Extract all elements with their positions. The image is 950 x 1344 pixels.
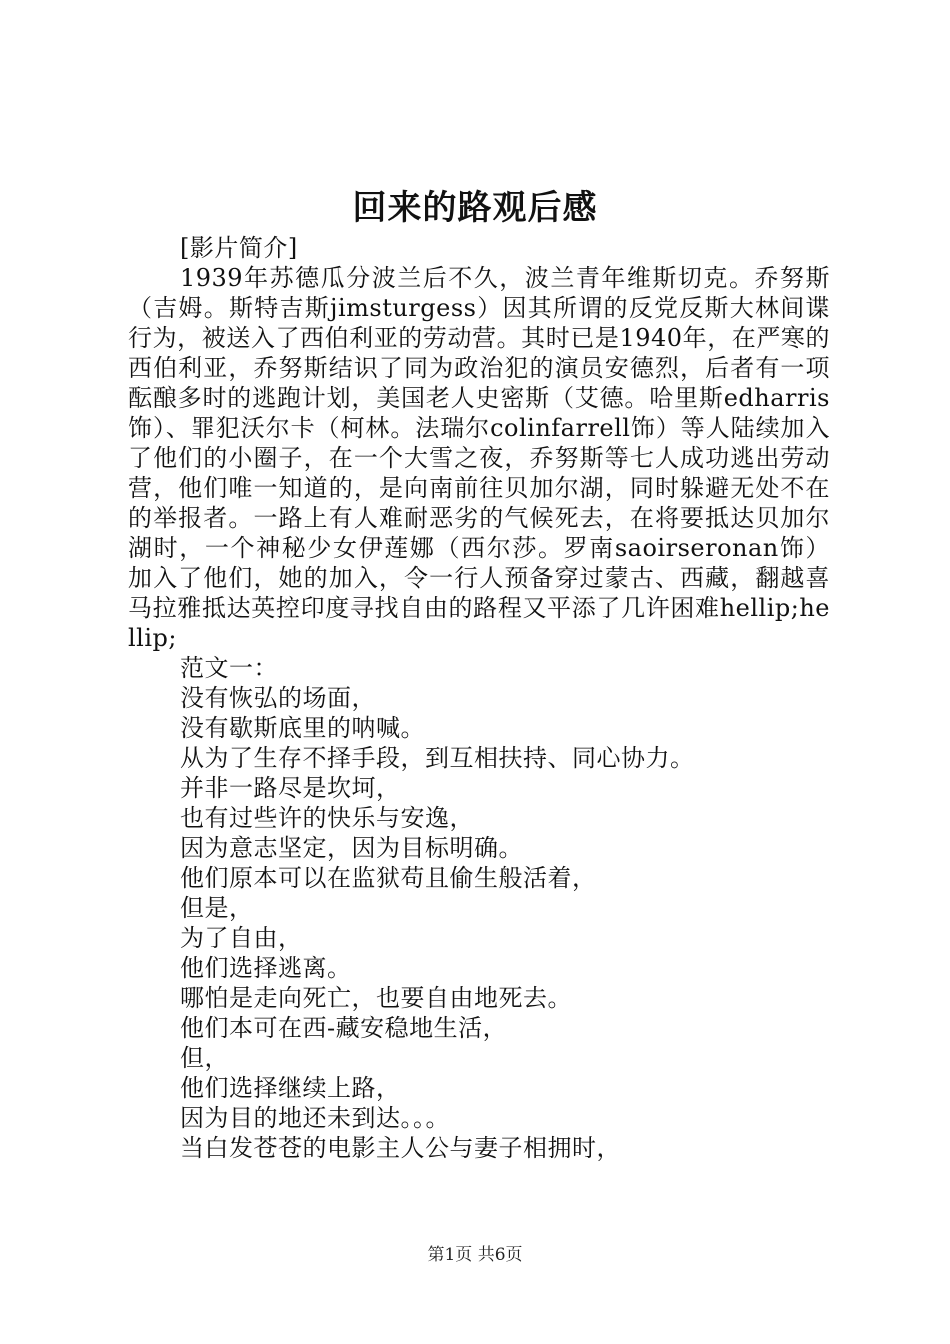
- page-footer: 第1页 共6页: [427, 1245, 523, 1265]
- poem-line: 当白发苍苍的电影主人公与妻子相拥时，: [180, 1134, 621, 1162]
- poem-line: 他们原本可以在监狱苟且偷生般活着，: [180, 864, 597, 892]
- poem-line: 从为了生存不择手段，到互相扶持、同心协力。: [180, 744, 695, 772]
- document-body: [128, 233, 830, 1163]
- poem-line: 他们选择逃离。: [180, 954, 352, 982]
- essay-label: 范文一：: [180, 654, 278, 682]
- poem-line: 但，: [180, 1044, 229, 1072]
- intro-paragraph: 1939年苏德瓜分波兰后不久，波兰青年维斯切克。乔努斯（吉姆。斯特吉斯jimsturgess）因其所谓的反党反斯大林间谍行为，被送入了西伯利亚的劳动营。其时已是1940年，在严寒的西伯利亚，乔努斯结识了同为政治犯的演员安德烈，后者有一项酝酿多时的逃跑计划，美国老人史密斯（艾德。哈里斯edharris饰）、罪犯沃尔卡（柯林。法瑞尔colinfarrell饰）等人陆续加入了他们的小圈子，在一个大雪之夜，乔努斯等七人成功逃出劳动营，他们唯一知道的，是向南前往贝加尔湖，同时躲避无处不在的举报者。一路上有人难耐恶劣的气候死去，在将要抵达贝加尔湖时，一个神秘少女伊莲娜（西尔莎。罗南saoirseronan饰）加入了他们，她的加入，令一行人预备穿过蒙古、西藏，翻越喜马拉雅抵达英控印度寻找自由的路程又平添了几许困难hellip;hellip;: [128, 264, 830, 652]
- poem-line: 也有过些许的快乐与安逸，: [180, 804, 474, 832]
- poem-line: 没有歇斯底里的呐喊。: [180, 714, 425, 742]
- poem-line: 他们本可在西-藏安稳地生活，: [180, 1014, 508, 1042]
- poem-line: 并非一路尽是坎坷，: [180, 774, 401, 802]
- section-label: [影片简介]: [180, 234, 298, 262]
- poem-line: 因为目的地还未到达。。。: [180, 1104, 450, 1132]
- poem-line: 没有恢弘的场面，: [180, 684, 376, 712]
- poem-line: 因为意志坚定，因为目标明确。: [180, 834, 523, 862]
- poem-line: 但是，: [180, 894, 254, 922]
- poem-line: 哪怕是走向死亡，也要自由地死去。: [180, 984, 572, 1012]
- poem-line: 他们选择继续上路，: [180, 1074, 401, 1102]
- poem-line: 为了自由，: [180, 924, 303, 952]
- document-title: 回来的路观后感: [352, 188, 598, 228]
